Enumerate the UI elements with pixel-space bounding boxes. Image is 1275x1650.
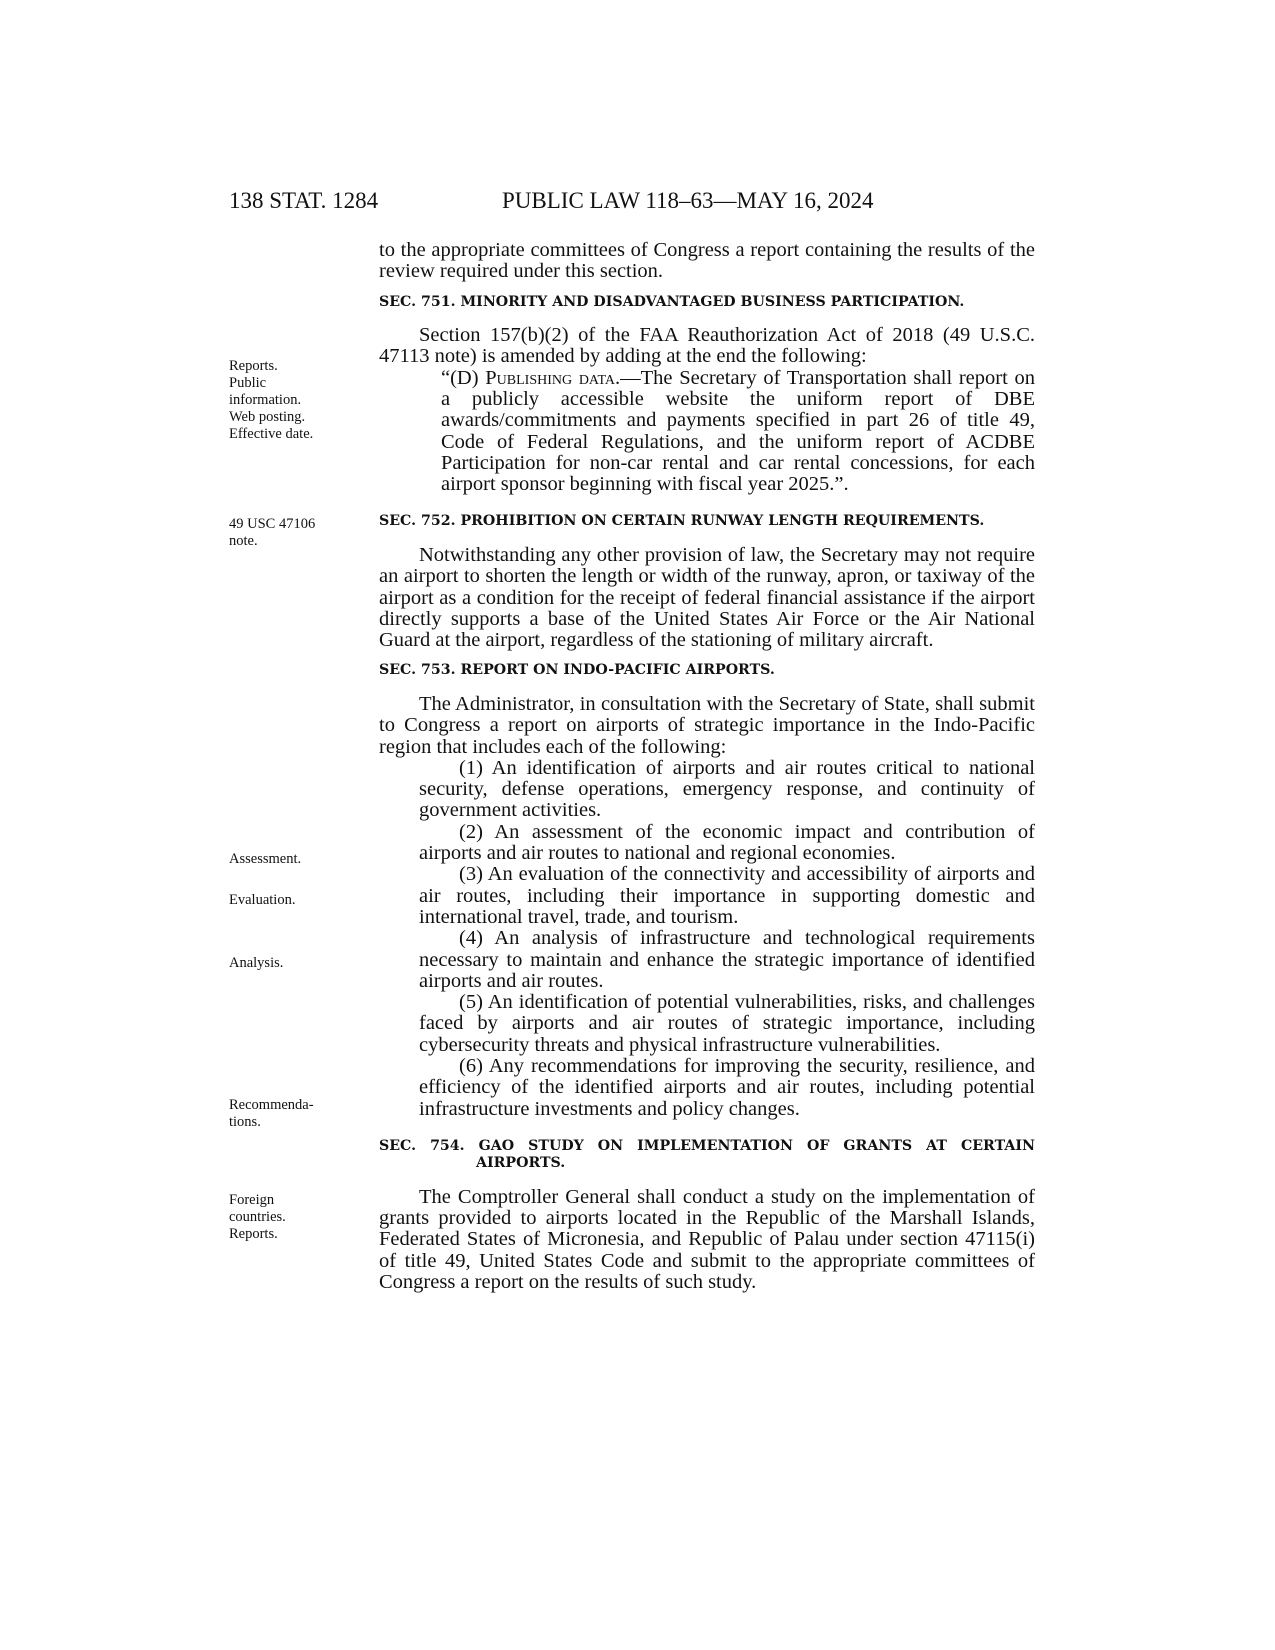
section-754-text: The Comptroller General shall conduct a study on the implementation of grants provided to airports located in the Republic of the Marshall Islands, Federated States of Micronesia, and Republic of Palau under section 47115(i) of title 49, United States Code and submit to the appropriate committees of Congress a report on the results of such study. (379, 1185, 1035, 1294)
section-753-item-2: (2) An assessment of the economic impact and contribution of airports and air routes to national and regional economies. (419, 820, 1035, 865)
section-754-heading: SEC. 754. GAO STUDY ON IMPLEMENTATION OF GRANTS AT CERTAIN AIRPORTS. (379, 1137, 1035, 1172)
section-753-item-5: (5) An identification of potential vulnerabilities, risks, and challenges faced by airports and air routes of strategic importance, including cybersecurity threats and physical infrastructure vulnerabilities. (419, 991, 1035, 1056)
margin-note-analysis: Analysis. (229, 955, 284, 971)
section-753-item-3: (3) An evaluation of the connectivity and accessibility of airports and air routes, including their importance in supporting domestic and international travel, trade, and tourism. (419, 863, 1035, 928)
margin-note-reports: Reports. Public information. Web posting. Effective date. (229, 358, 314, 442)
section-751-quote: “(D) Publishing data.—The Secretary of Transportation shall report on a publicly accessible website the uniform report of DBE awards/commitments and payments specified in part 26 of title 49, Code of Federal Regulations, and the uniform report of ACDBE Participation for non-car rental and car rental concessions, for each airport sponsor beginning with fiscal year 2025.”. (441, 366, 1035, 496)
section-753-intro: The Administrator, in consultation with the Secretary of State, shall submit to Congress a report on airports of strategic importance in the Indo-Pacific region that includes each of the following: (379, 692, 1035, 758)
page-header-title: PUBLIC LAW 118–63—MAY 16, 2024 (502, 188, 874, 213)
section-752-heading: SEC. 752. PROHIBITION ON CERTAIN RUNWAY LENGTH REQUIREMENTS. (379, 513, 985, 530)
section-753-item-6: (6) Any recommendations for improving the security, resilience, and efficiency of the identified airports and air routes, including potential infrastructure investments and policy changes. (419, 1055, 1035, 1120)
section-753-item-1: (1) An identification of airports and air routes critical to national security, defense operations, emergency response, and continuity of government activities. (419, 756, 1035, 822)
section-753-heading: SEC. 753. REPORT ON INDO-PACIFIC AIRPORTS. (379, 662, 775, 679)
margin-note-usc: 49 USC 47106 note. (229, 516, 316, 549)
section-752-text: Notwithstanding any other provision of law, the Secretary may not require an airport to shorten the length or width of the runway, apron, or taxiway of the airport as a condition for the receipt of federal financial assistance if the airport directly supports a base of the United States Air Force or the Air National Guard at the airport, regardless of the stationing of military aircraft. (379, 543, 1035, 652)
body-text (379, 240, 1035, 1293)
page-stat-citation: 138 STAT. 1284 (229, 188, 379, 213)
margin-note-foreign: Foreign countries. Reports. (229, 1192, 286, 1242)
margin-note-recommendations: Recommenda- tions. (229, 1097, 314, 1130)
section-753-item-4: (4) An analysis of infrastructure and technological requirements necessary to maintain and enhance the strategic importance of identified airports and air routes. (419, 927, 1035, 992)
margin-note-evaluation: Evaluation. (229, 892, 296, 908)
continued-paragraph: to the appropriate committees of Congress a report containing the results of the review required under this section. (379, 239, 1035, 283)
section-751-heading: SEC. 751. MINORITY AND DISADVANTAGED BUSINESS PARTICIPATION. (379, 293, 965, 310)
margin-note-assessment: Assessment. (229, 851, 302, 867)
section-751-intro: Section 157(b)(2) of the FAA Reauthorization Act of 2018 (49 U.S.C. 47113 note) is amended by adding at the end the following: (379, 324, 1035, 368)
publishing-data-caption: Publishing data (485, 366, 616, 389)
